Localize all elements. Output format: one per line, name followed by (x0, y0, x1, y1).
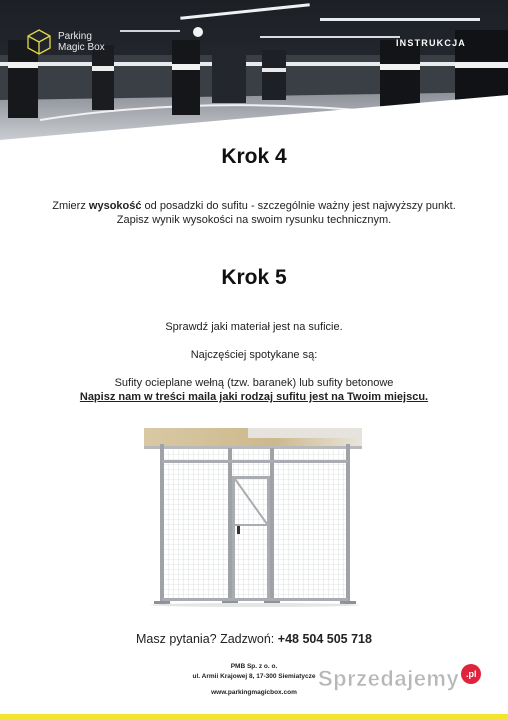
storage-cage-illustration (138, 424, 368, 613)
company-website[interactable]: www.parkingmagicbox.com (211, 689, 297, 696)
watermark (318, 666, 481, 692)
header-hero (0, 0, 508, 140)
step5-cta: Napisz nam w treści maila jaki rodzaj sufitu jest na Twoim miejscu. (79, 391, 429, 403)
bottom-accent-bar (0, 714, 508, 720)
company-name: PMB Sp. z o. o. (230, 663, 278, 670)
step5-line1: Sprawdź jaki materiał jest na suficie. (165, 321, 343, 333)
brand-logo (26, 28, 105, 56)
door-lock-icon (237, 526, 240, 534)
section-label: INSTRUKCJA (395, 38, 466, 48)
phone-number[interactable]: +48 504 505 718 (277, 632, 372, 646)
step4-text (0, 199, 508, 227)
step4-line2: Zapisz wynik wysokości na swoim rysunku technicznym. (116, 214, 392, 226)
brand-line2: Magic Box (58, 42, 105, 53)
step4-line1-bold: wysokość (88, 200, 142, 212)
company-address: ul. Armii Krajowej 8, 17-300 Siemiatycze (192, 673, 316, 680)
step5-line3: Sufity ocieplane wełną (tzw. baranek) lub sufity betonowe (114, 377, 394, 389)
cube-logo-icon (26, 28, 52, 56)
contact-question: Masz pytania? Zadzwoń: (136, 632, 278, 646)
watermark-badge: .pl (461, 664, 481, 684)
step4-line1 (0, 199, 508, 213)
step4-line1-prefix: Zmierz (52, 200, 89, 212)
contact-line (0, 632, 508, 646)
step4-title: Krok 4 (221, 145, 287, 168)
brand-name (58, 31, 105, 53)
step5-line2: Najczęściej spotykane są: (190, 349, 318, 361)
step4-line1-suffix: od posadzki do sufitu - szczególnie ważny jest najwyższy punkt. (141, 200, 456, 212)
parking-garage-photo (0, 0, 508, 140)
step5-title: Krok 5 (221, 266, 287, 289)
watermark-text: Sprzedajemy (318, 666, 460, 691)
brand-line1: Parking (58, 31, 92, 42)
